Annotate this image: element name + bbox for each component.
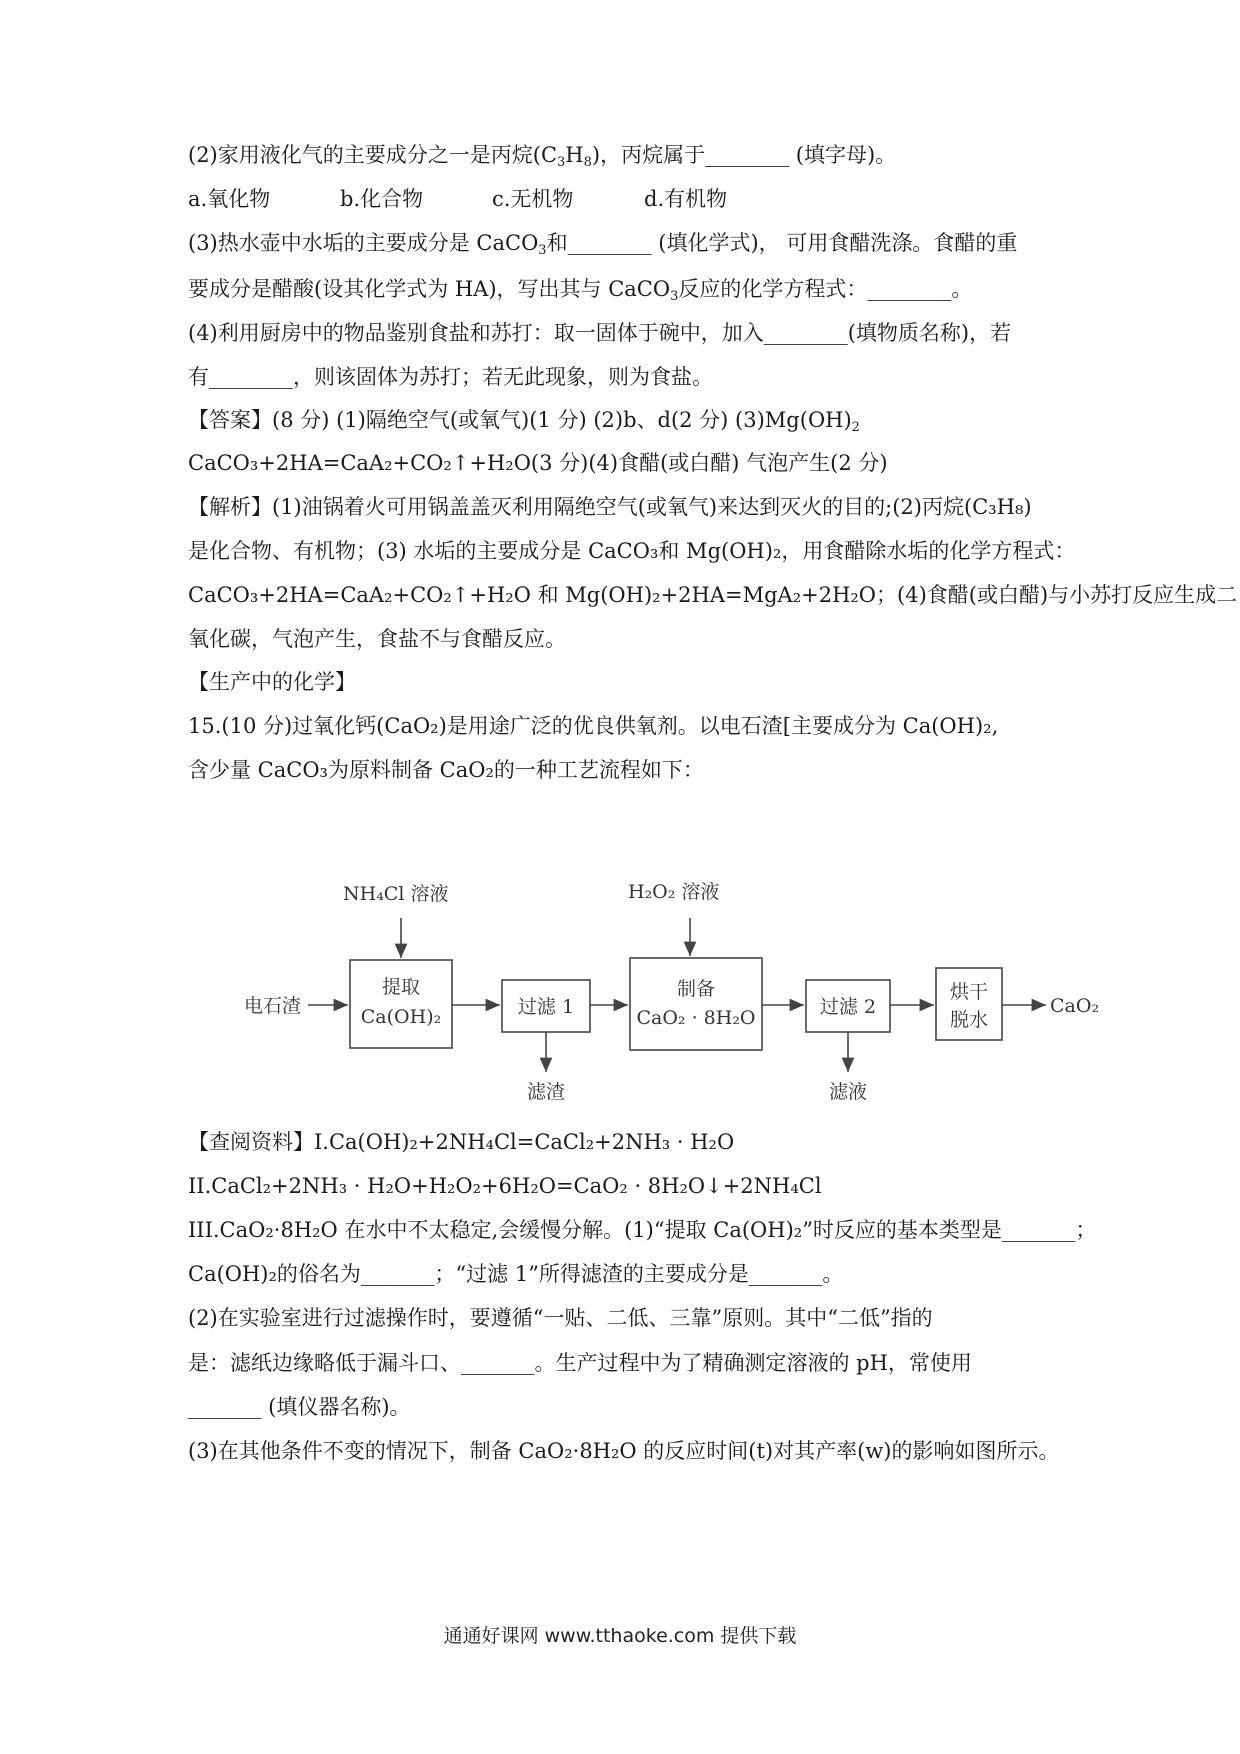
analysis-line-2: 是化合物、有机物；(3) 水垢的主要成分是 CaCO₃和 Mg(OH)₂，用食醋除水垢的化学方程式： (188, 539, 1076, 563)
flow-box-5-line-2: 脱水 (949, 1009, 989, 1031)
question-15-2-line-3: _______ (填仪器名称)。 (188, 1395, 411, 1419)
option-d: d.有机物 (644, 187, 728, 211)
question-3-text: (3)热水壶中水垢的主要成分是 CaCO (188, 231, 539, 255)
flow-box-1-line-1: 提取 (381, 976, 421, 998)
flow-box-2-label: 过滤 1 (517, 996, 575, 1018)
flow-reagent-2-label: H₂O₂ 溶液 (628, 881, 720, 903)
question-3-line-2 (188, 274, 1068, 304)
option-c: c.无机物 (492, 187, 574, 211)
question-4-line-2: 有________，则该固体为苏打；若无此现象，则为食盐。 (188, 365, 713, 389)
question-3-text: 和________ (填化学式)， 可用食醋洗涤。食醋的重 (546, 231, 1018, 255)
subscript: 3 (538, 243, 547, 258)
flow-box-3-line-1: 制备 (676, 978, 716, 1000)
flow-residue-label: 滤渣 (526, 1081, 566, 1100)
answer-line-1 (188, 405, 1068, 435)
section-title: 【生产中的化学】 (188, 670, 356, 694)
option-a: a.氧化物 (188, 187, 271, 211)
question-15-2-line-2: 是：滤纸边缘略低于漏斗口、_______。生产过程中为了精确测定溶液的 pH，常使用 (188, 1351, 972, 1375)
analysis-line-4: 氧化碳，气泡产生，食盐不与食醋反应。 (188, 627, 566, 651)
page-footer: 通通好课网 www.tthaoke.com 提供下载 (443, 1625, 797, 1647)
question-2-stem (188, 140, 1068, 170)
question-15-2-line-1: (2)在实验室进行过滤操作时，要遵循“一贴、二低、三靠”原则。其中“二低”指的 (188, 1306, 933, 1330)
question-2-text-b: H (565, 143, 584, 167)
reference-line-2: II.CaCl₂+2NH₃ · H₂O+H₂O₂+6H₂O=CaO₂ · 8H₂O↓+2NH₄Cl (188, 1174, 822, 1198)
answer-text: 【答案】(8 分) (1)隔绝空气(或氧气)(1 分) (2)b、d(2 分) (3)Mg(OH) (188, 408, 852, 432)
question-15-line-2: 含少量 CaCO₃为原料制备 CaO₂的一种工艺流程如下： (188, 758, 704, 782)
option-b: b.化合物 (340, 187, 424, 211)
flow-output-label: CaO₂ (1050, 995, 1100, 1017)
box-extract (350, 960, 452, 1048)
question-15-3-line-1: (3)在其他条件不变的情况下，制备 CaO₂·8H₂O 的反应时间(t)对其产率(w)的影响如图所示。 (188, 1439, 1060, 1463)
subscript: 3 (557, 155, 566, 170)
analysis-line-3: CaCO₃+2HA=CaA₂+CO₂↑+H₂O 和 Mg(OH)₂+2HA=MgA₂+2H₂O；(4)食醋(或白醋)与小苏打反应生成二 (188, 583, 1238, 607)
question-3-line-1 (188, 228, 1068, 258)
subscript: 3 (670, 289, 679, 304)
flow-filtrate-label: 滤液 (828, 1081, 868, 1100)
question-2-options (188, 184, 1068, 214)
flow-input-label: 电石渣 (244, 995, 302, 1017)
answer-line-2: CaCO₃+2HA=CaA₂+CO₂↑+H₂O(3 分)(4)食醋(或白醋) 气泡产生(2 分) (188, 451, 888, 475)
reference-line-1: 【查阅资料】I.Ca(OH)₂+2NH₄Cl=CaCl₂+2NH₃ · H₂O (188, 1130, 735, 1154)
analysis-line-1: 【解析】(1)油锅着火可用锅盖盖灭利用隔绝空气(或氧气)来达到灭火的目的;(2)丙烷(C₃H₈) (188, 495, 1032, 519)
subscript: 8 (583, 155, 592, 170)
flow-box-5-line-1: 烘干 (949, 981, 989, 1003)
box-prepare (630, 958, 762, 1050)
question-4-line-1: (4)利用厨房中的物品鉴别食盐和苏打：取一固体于碗中，加入________(填物质名称)，若 (188, 321, 1012, 345)
subscript: 2 (851, 420, 860, 435)
reference-line-3: III.CaO₂·8H₂O 在水中不太稳定,会缓慢分解。(1)“提取 Ca(OH)₂”时反应的基本类型是_______； (188, 1218, 1097, 1242)
question-15-line-1: 15.(10 分)过氧化钙(CaO₂)是用途广泛的优良供氧剂。以电石渣[主要成分为 Ca(OH)₂, (188, 714, 999, 738)
flow-box-4-label: 过滤 2 (819, 996, 877, 1018)
flow-box-1-line-2: Ca(OH)₂ (360, 1006, 442, 1028)
reference-line-4: Ca(OH)₂的俗名为_______；“过滤 1”所得滤渣的主要成分是_______。 (188, 1262, 844, 1286)
process-flowchart (238, 862, 1118, 1100)
flow-box-3-line-2: CaO₂ · 8H₂O (636, 1007, 756, 1029)
question-2-text-c: )，丙烷属于________ (填字母)。 (591, 143, 897, 167)
flow-reagent-1-label: NH₄Cl 溶液 (343, 883, 449, 905)
question-2-text-a: (2)家用液化气的主要成分之一是丙烷(C (188, 143, 558, 167)
question-3-text: 反应的化学方程式：________。 (678, 277, 973, 301)
question-3-text: 要成分是醋酸(设其化学式为 HA)，写出其与 CaCO (188, 277, 671, 301)
